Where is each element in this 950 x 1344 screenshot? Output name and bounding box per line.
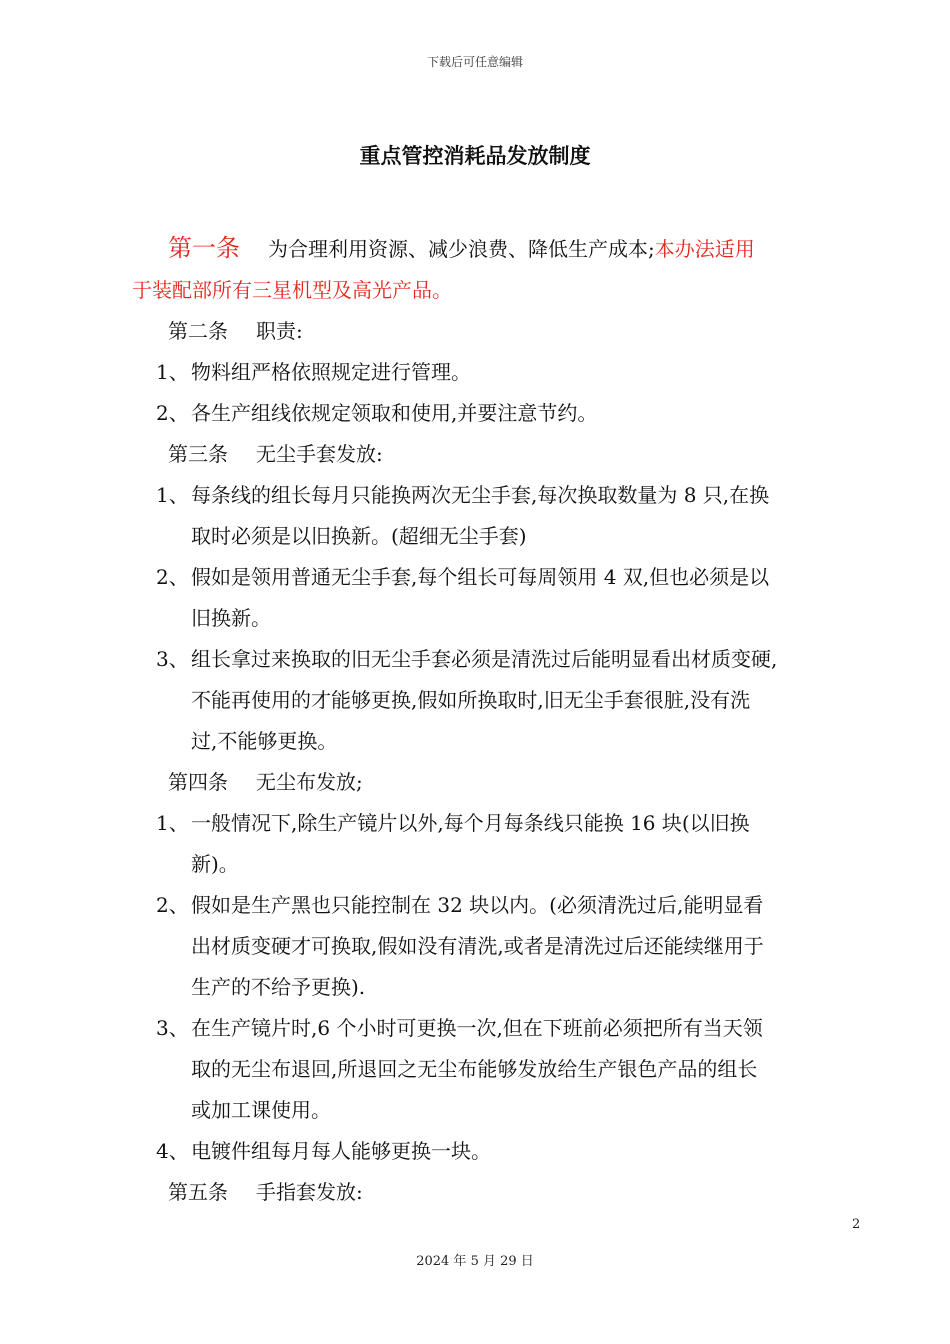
list-item: 1、 物料组严格依照规定进行管理。 <box>156 360 471 384</box>
list-item: 4、 电镀件组每月每人能够更换一块。 <box>156 1139 491 1163</box>
article-5-label: 第五条 <box>168 1180 228 1204</box>
article-5-text: 手指套发放: <box>256 1180 363 1204</box>
article-2-label: 第二条 <box>168 319 228 343</box>
list-item-continuation: 过,不能够更换。 <box>191 729 338 753</box>
list-item: 2、 各生产组线依规定领取和使用,并要注意节约。 <box>156 401 598 425</box>
list-item-continuation: 出材质变硬才可换取,假如没有清洗,或者是清洗过后还能续继用于 <box>191 934 764 958</box>
list-item: 3、 组长拿过来换取的旧无尘手套必须是清洗过后能明显看出材质变硬, <box>156 647 778 671</box>
document-title: 重点管控消耗品发放制度 <box>359 144 591 168</box>
list-item-continuation: 取的无尘布退回,所退回之无尘布能够发放给生产银色产品的组长 <box>191 1057 758 1081</box>
article-2 <box>132 311 872 352</box>
list-item-continuation: 取时必须是以旧换新。(超细无尘手套) <box>191 524 527 548</box>
list-item: 2、 假如是生产黑也只能控制在 32 块以内。(必须清洗过后,能明显看 <box>156 893 764 917</box>
list-item-continuation: 旧换新。 <box>191 606 271 630</box>
article-4 <box>132 762 872 803</box>
list-item-continuation: 或加工课使用。 <box>191 1098 331 1122</box>
list-item-continuation: 生产的不给予更换). <box>191 975 366 999</box>
article-3-label: 第三条 <box>168 442 228 466</box>
list-item: 1、 每条线的组长每月只能换两次无尘手套,每次换取数量为 8 只,在换 <box>156 483 770 507</box>
article-4-text: 无尘布发放; <box>256 770 363 794</box>
list-item: 3、 在生产镜片时,6 个小时可更换一次,但在下班前必须把所有当天领 <box>156 1016 763 1040</box>
article-1 <box>132 228 872 270</box>
document-body <box>132 228 872 1213</box>
article-5 <box>132 1172 872 1213</box>
article-1-red-text: 本办法适用 <box>654 237 755 261</box>
list-item: 2、 假如是领用普通无尘手套,每个组长可每周领用 4 双,但也必须是以 <box>156 565 770 589</box>
article-1-text: 为合理利用资源、减少浪费、降低生产成本; <box>268 237 655 261</box>
page-header: 下载后可任意编辑 <box>426 55 523 69</box>
page-number: 2 <box>852 1217 861 1232</box>
page-footer-date: 2024 年 5 月 29 日 <box>416 1254 534 1269</box>
article-1-line-2: 于装配部所有三星机型及高光产品。 <box>132 278 452 302</box>
article-4-label: 第四条 <box>168 770 228 794</box>
article-2-text: 职责: <box>256 319 303 343</box>
article-1-label: 第一条 <box>168 234 240 262</box>
list-item-continuation: 新)。 <box>191 852 239 876</box>
list-item: 1、 一般情况下,除生产镜片以外,每个月每条线只能换 16 块(以旧换 <box>156 811 750 835</box>
article-3 <box>132 434 872 475</box>
list-item-continuation: 不能再使用的才能够更换,假如所换取时,旧无尘手套很脏,没有洗 <box>191 688 751 712</box>
article-3-text: 无尘手套发放: <box>256 442 383 466</box>
